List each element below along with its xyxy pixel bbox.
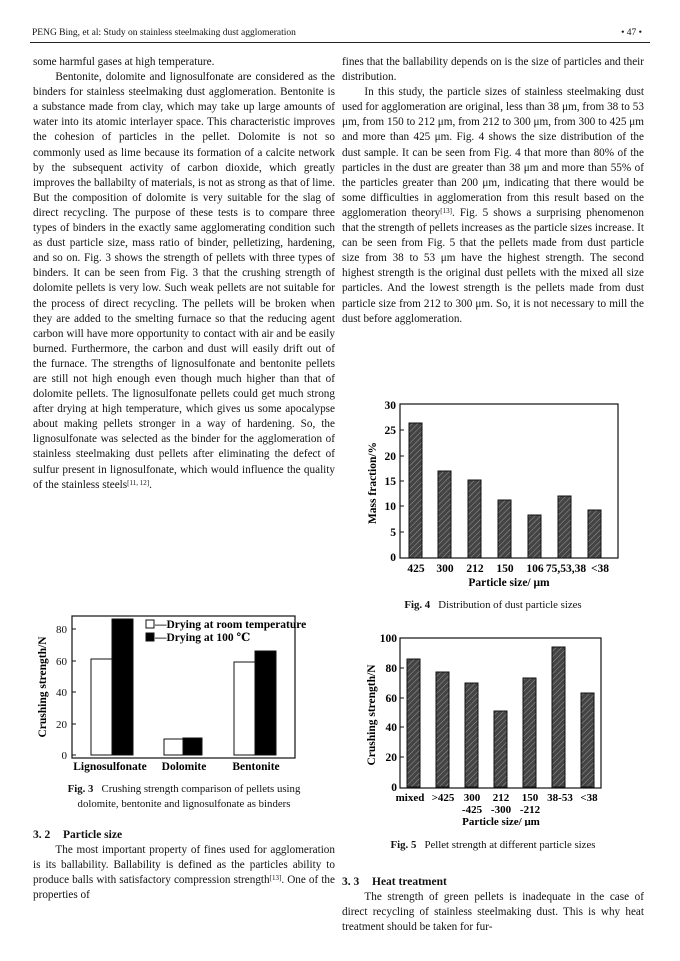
y-tick: 60 [385,693,397,705]
bar-300 [438,471,451,558]
section-heading-3-2 [33,828,335,843]
legend-label: —Drying at 100 ℃ [155,632,251,644]
paragraph-study [342,85,644,327]
y-tick: 20 [384,451,396,463]
paragraph: fines that the ballability depends on is the size of particles and their distribution. [342,56,644,84]
x-tick: -425 [461,804,483,816]
fig4-y-label: Mass fraction/% [367,441,379,525]
paragraph-binders [33,70,335,493]
x-tick: -300 [490,804,512,816]
x-tick: 300 [436,563,454,575]
fig4-caption [342,598,644,613]
caption-label: Fig. 5 [390,839,417,851]
caption-label: Fig. 4 [404,599,431,611]
y-tick: 0 [61,750,67,762]
bar-300-425 [465,683,478,787]
x-tick: Lignosulfonate [73,761,147,773]
y-tick: 10 [384,501,396,513]
paragraph-text: In this study, the particle sizes of stainless steelmaking dust used for agglomeration are original, less than 38 μm, from 38 to 53 μm, from 150 to 212 μm, from 212 to 300 μm, from 300 to 425 μm and more than 425 μm. Fig. 4 shows the size distribution of the dust sample. It can be seen from Fig. 4 that more than 80% of the particles in the dust are greater than 38 μm and more than 55% of the particles greater than 200 μm, indicating that there would be some difficulties in agglomeration from this result based on the agglomeration theory [342,86,644,219]
y-tick: 80 [56,624,67,636]
bar-425 [409,423,422,558]
section-number: 3. 3 [342,876,360,888]
figure-3 [36,612,332,774]
fig4-x-axis [407,563,609,589]
x-tick: 212 [466,563,484,575]
paragraph-text: . One of the properties of [33,874,335,902]
y-tick: 0 [390,552,396,564]
y-tick: 0 [391,782,397,794]
fig5-x-axis [396,792,598,826]
bar-212 [468,480,481,558]
caption-text: Pellet strength at different particle sizes [424,839,596,851]
bar-150-212 [523,678,536,787]
x-tick: 150 [496,563,514,575]
x-tick: 212 [492,792,510,804]
y-tick: 20 [385,752,397,764]
x-tick: -212 [519,804,541,816]
section-title: Heat treatment [372,876,447,888]
y-tick: 100 [379,633,397,645]
bar-dolomite-room [164,739,183,755]
bar-bentonite-100c [255,651,276,755]
bar-dolomite-100c [183,738,202,755]
paragraph-particle-size [33,843,335,903]
y-tick: 40 [385,722,397,734]
section-heading-3-3 [342,875,644,890]
citation: [13] [440,206,452,215]
y-tick: 20 [56,719,67,731]
right-column [342,55,644,327]
fig3-y-label: Crushing strength/N [37,636,49,738]
x-tick: >425 [431,792,455,804]
fig4-bars [409,423,601,558]
left-column-bottom [33,782,335,903]
caption-text: Distribution of dust particle sizes [438,599,582,611]
y-tick: 40 [56,687,67,699]
bar-212-300 [494,711,507,787]
x-tick: mixed [395,792,425,804]
fig5-y-label: Crushing strength/N [366,664,378,766]
paragraph-heat-treatment: The strength of green pellets is inadequate in the case of direct recycling of stainless steelmaking dust. This is why heat treatment should be taken for fur- [342,891,644,934]
bar-mixed [407,659,420,787]
y-tick: 25 [384,425,396,437]
y-tick: 80 [385,663,397,675]
fig5-chart [364,630,620,826]
y-tick: 60 [56,656,67,668]
fig3-chart [36,612,332,774]
paragraph-text: . Fig. 5 shows a surprising phenomenon that the strength of pellets increases as the particle sizes increase. It can be seen from Fig. 5 that the pellets made from dust particle size from 38 to 53 μm have the highest strength. The second highest strength is the original dust pellets with the mixed all size particles. And the lowest strength is the pellets made from dust particle size from 212 to 300 μm. So, it is not necessary to mill the dust before agglomeration. [342,206,644,325]
left-column [33,55,335,493]
x-tick: <38 [590,563,610,575]
running-header [30,24,650,43]
x-tick: 425 [407,563,425,575]
paragraph: some harmful gases at high temperature. [33,56,215,68]
bar-bentonite-room [234,662,255,755]
bar-106 [528,515,541,558]
x-tick: 38-53 [547,792,573,804]
right-column-bottom [342,871,644,935]
caption-text: Crushing strength comparison of pellets using dolomite, bentonite and lignosulfonate as binders [77,783,301,810]
fig3-x-axis [73,761,279,773]
bar-lignosulfonate-room [91,659,112,755]
bar-lignosulfonate-100c [112,619,133,755]
figure-4 [364,398,620,590]
x-tick: <38 [580,792,598,804]
x-tick: Bentonite [232,761,280,773]
x-tick: 150 [521,792,539,804]
section-title: Particle size [63,829,123,841]
fig4-chart [364,398,620,590]
x-tick: 75,53,38 [545,563,587,575]
legend-label: —Drying at room temperature [155,619,307,631]
citation: [11, 12] [127,478,150,487]
punctuation: . [149,478,152,491]
caption-label: Fig. 3 [67,783,94,795]
y-tick: 30 [384,400,396,412]
x-tick: Dolomite [161,761,207,773]
fig5-caption [342,838,644,853]
bar-150 [498,500,511,558]
x-tick: 300 [463,792,481,804]
fig4-x-label: Particle size/ μm [468,577,550,589]
paragraph-text: The most important property of fines used for agglomeration is its ballability. Ballability is defined as the particles ability to produce balls with satisfactory compression strength [33,844,335,887]
fig5-x-label: Particle size/ μm [462,816,540,826]
fig3-y-axis [56,624,76,762]
fig5-bars [407,647,594,787]
x-tick: 106 [526,563,544,575]
paragraph-text: Bentonite, dolomite and lignosulfonate are considered as the binders for stainless steelmaking dust agglomeration. Bentonite is a substance made from clay, which may take up large amounts of water into its atomic interlayer space. This characteristic improves the cohesion of particles in the pellet. Dolomite is not so commonly used as lime because its formation of a calcite network by the subsequent activity of carbon dioxide, which greatly improves the ballabilty of materials, is not as strong as that of lime. But the composition of dolomite is very suitable for the slag of direct recycling. The purpose of these tests is to compare three types of binders in the exactly same agglomerating condition such as dust particle size, mass ratio of binder, pelletizing, hardening, and so on. Fig. 3 shows the strength of pellets with three types of binders. It can be seen from Fig. 3 that the crushing strength of dolomite pellets is very low. Such weak pellets are not suitable for the process of direct recycling. The pellets will be broken when they are added to the smelting furnace so that the reducing agent carbon will have more opportunity to contact with air and be easily burned. Furthermore, the carbon and dust will easily drift out of the furnace. The strengths of lignosulfonate and bentonite pellets are still not high enough even though much higher than that of dolomite pellets. The lignosulfonate pellets could get much strong after drying at high temperature, which gives us some apocalypse about making pellets stronger in a way of hardening. So, the lignosulfonate was selected as the binder for the agglomeration of stainless steelmaking dust pellets after eliminating the defect of sulfur present in lignosulfonate, which would influence the quality of the stainless steels [33,71,335,491]
fig4-y-axis [385,400,405,564]
page-number: • 47 • [621,28,642,38]
bar-38-53 [552,647,565,787]
fig3-legend [146,619,306,644]
y-tick: 15 [384,476,396,488]
y-tick: 5 [390,527,396,539]
bar-gt425 [436,672,449,787]
bar-lt38 [581,693,594,787]
section-number: 3. 2 [33,829,51,841]
citation: [13] [269,874,282,883]
fig3-caption [33,782,335,811]
bar-lt38 [588,510,601,558]
running-title: PENG Bing, et al: Study on stainless steelmaking dust agglomeration [32,28,296,38]
figure-5 [364,630,620,826]
bar-75-53-38 [558,496,571,558]
